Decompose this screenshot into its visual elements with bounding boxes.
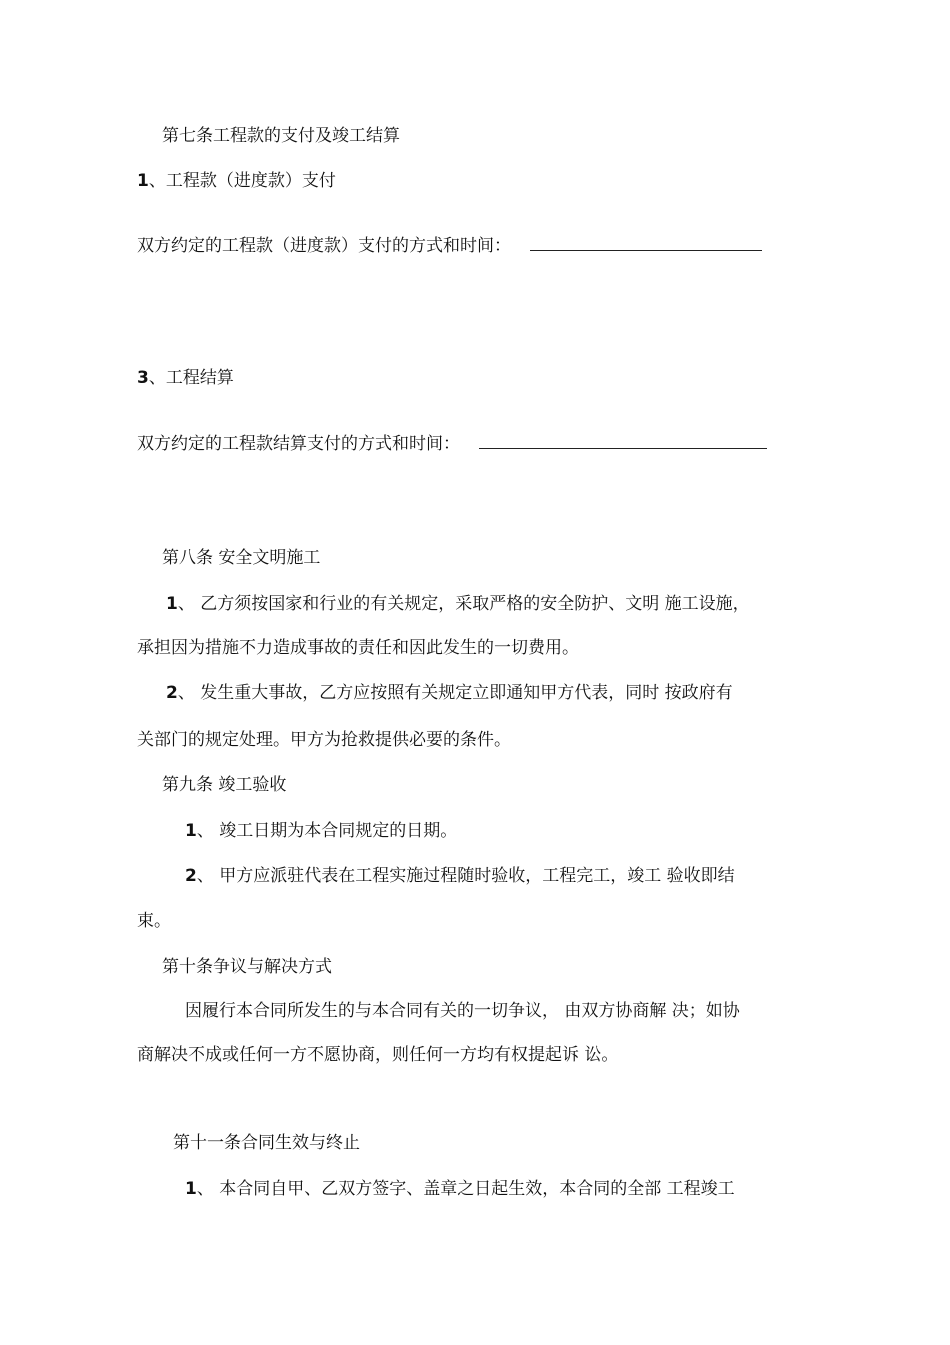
article8-item2-line2: 关部门的规定处理。甲方为抢救提供必要的条件。 [137,730,511,750]
article9-heading: 第九条 竣工验收 [162,775,287,795]
body-text: 、 发生重大事故，乙方应按照有关规定立即通知甲方代表，同时 按政府有 [177,683,733,703]
item-number: 2 [185,866,197,886]
fill-in-blank-line[interactable] [479,432,767,449]
article10-heading: 第十条争议与解决方式 [162,957,332,977]
article8-item1-line2: 承担因为措施不力造成事故的责任和因此发生的一切费用。 [137,638,579,658]
body-text: 、 甲方应派驻代表在工程实施过程随时验收，工程完工，竣工 验收即结 [196,866,735,886]
item-number: 1 [137,171,149,191]
body-text: 、 乙方须按国家和行业的有关规定，采取严格的安全防护、文明 施工设施， [177,594,750,614]
article8-heading: 第八条 安全文明施工 [162,548,321,568]
article7-item1-body [137,234,762,258]
body-text: 、 本合同自甲、乙双方签字、盖章之日起生效，本合同的全部 工程竣工 [196,1179,735,1199]
article7-heading: 第七条工程款的支付及竣工结算 [162,126,400,146]
fill-in-blank-line[interactable] [530,234,762,251]
article8-item1-line1 [166,592,750,616]
article9-item2-line2: 束。 [137,911,171,931]
body-text: 双方约定的工程款结算支付的方式和时间： [137,434,460,454]
article11-item1 [185,1177,735,1201]
item-title: 、工程结算 [148,368,234,388]
article7-item1 [137,169,336,193]
item-number: 1 [185,1179,197,1199]
article9-item2-line1 [185,864,735,888]
item-title: 、工程款（进度款）支付 [148,171,336,191]
item-number: 1 [166,594,178,614]
article11-heading: 第十一条合同生效与终止 [173,1133,360,1153]
article10-line1: 因履行本合同所发生的与本合同有关的一切争议， 由双方协商解 决；如协 [185,1001,740,1021]
item-number: 1 [185,821,197,841]
item-number: 3 [137,368,149,388]
article8-item2-line1 [166,681,733,705]
item-number: 2 [166,683,178,703]
article9-item1 [185,819,457,843]
body-text: 、 竣工日期为本合同规定的日期。 [196,821,458,841]
body-text: 双方约定的工程款（进度款）支付的方式和时间： [137,236,511,256]
article10-line2: 商解决不成或任何一方不愿协商，则任何一方均有权提起诉 讼。 [137,1045,619,1065]
article7-item3-body [137,432,767,456]
article7-item3 [137,366,234,390]
